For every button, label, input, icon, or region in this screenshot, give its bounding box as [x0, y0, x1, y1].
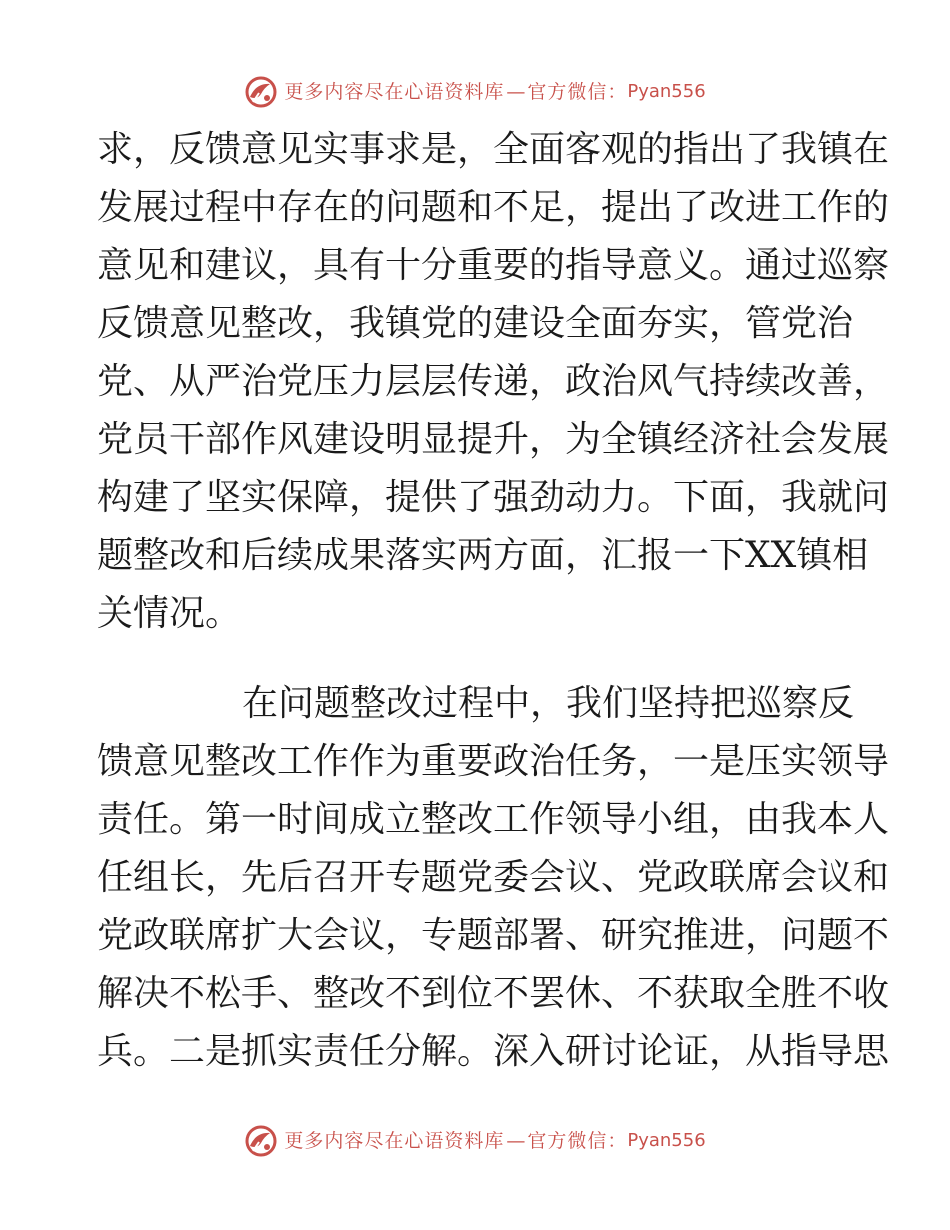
wechat-label: 官方微信：	[527, 80, 628, 103]
text-line: 党、从严治党压力层层传递，政治风气持续改善，	[97, 361, 890, 402]
text-line: 反馈意见整改，我镇党的建设全面夯实，管党治	[97, 303, 854, 344]
header-banner	[0, 72, 950, 112]
text-line-last: 关情况。	[97, 593, 242, 634]
wechat-id: Pyan556	[627, 81, 706, 102]
footer-banner	[0, 1121, 950, 1161]
pen-logo-icon	[244, 75, 278, 109]
text-line: 任组长，先后召开专题党委会议、党政联席会议和	[97, 857, 890, 898]
separator-dash: —	[506, 80, 526, 103]
text-line: 解决不松手、整改不到位不罢休、不获取全胜不收	[97, 973, 890, 1014]
text-line: 党员干部作风建设明显提升，为全镇经济社会发展	[97, 419, 890, 460]
text-line: 构建了坚实保障，提供了强劲动力。下面，我就问	[97, 477, 890, 518]
text-line: 题整改和后续成果落实两方面，汇报一下XX镇相	[97, 535, 869, 576]
text-line: 馈意见整改工作作为重要政治任务，一是压实领导	[97, 741, 890, 782]
pen-logo-icon	[244, 1124, 278, 1158]
text-line: 求，反馈意见实事求是，全面客观的指出了我镇在	[97, 129, 890, 170]
separator-dash: —	[506, 1129, 526, 1152]
wechat-id: Pyan556	[627, 1130, 706, 1151]
site-name: 更多内容尽在心语资料库	[284, 80, 505, 103]
wechat-label: 官方微信：	[527, 1129, 628, 1152]
paragraph-first-line: 在问题整改过程中，我们坚持把巡察反	[242, 683, 855, 724]
document-body	[0, 126, 950, 1086]
site-name: 更多内容尽在心语资料库	[284, 1129, 505, 1152]
text-line: 意见和建议，具有十分重要的指导意义。通过巡察	[97, 245, 890, 286]
text-line: 党政联席扩大会议，专题部署、研究推进，问题不	[97, 915, 890, 956]
text-line: 责任。第一时间成立整改工作领导小组，由我本人	[97, 799, 890, 840]
text-line: 发展过程中存在的问题和不足，提出了改进工作的	[97, 187, 890, 228]
text-line: 兵。二是抓实责任分解。深入研讨论证，从指导思	[97, 1031, 890, 1072]
